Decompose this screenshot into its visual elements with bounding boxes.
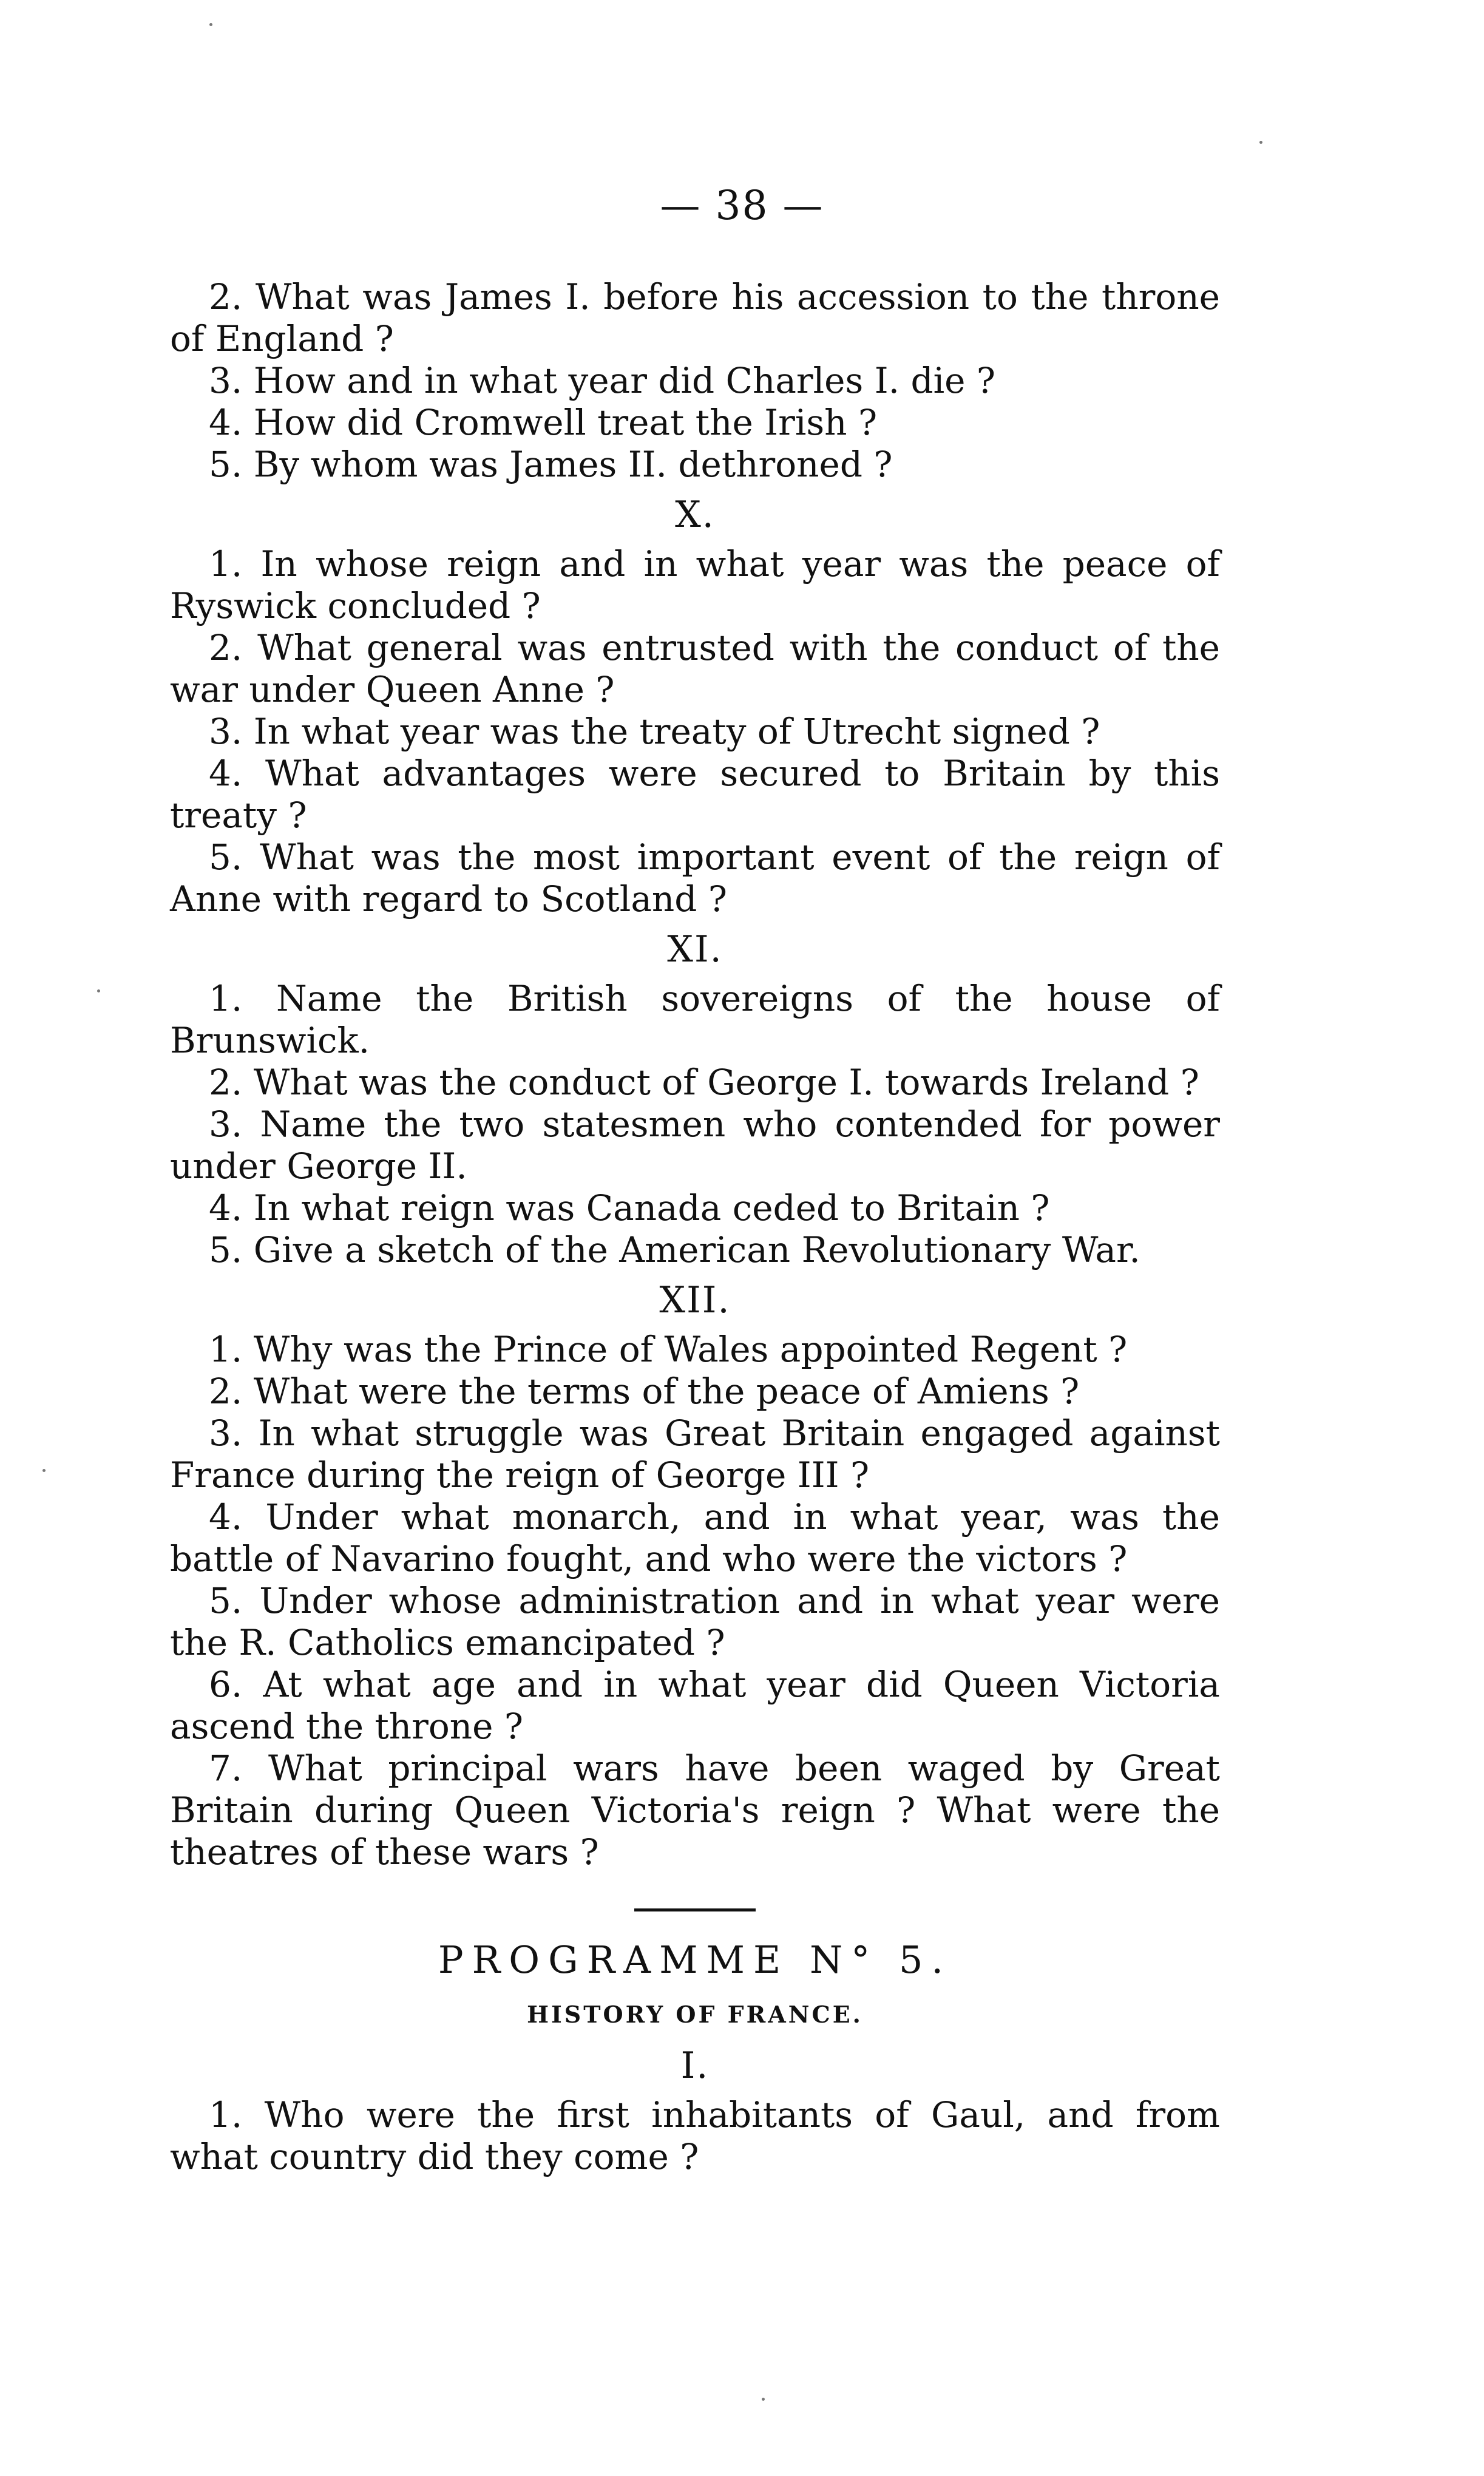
section-heading: X. [675, 494, 715, 536]
question-item: 1. Name the British sovereigns of the house of Brunswick. [170, 978, 1220, 1061]
question-item: 1. In whose reign and in what year was the peace of Ryswick concluded ? [170, 543, 1220, 626]
programme-section-heading: I. [680, 2044, 710, 2087]
paper-speck [42, 1469, 46, 1472]
question-item: 5. Give a sketch of the American Revolutionary War. [209, 1229, 1140, 1270]
question-item: 5. Under whose administration and in what year were the R. Catholics emancipated ? [170, 1580, 1220, 1663]
programme-questions [170, 2094, 1220, 2178]
paper-speck [762, 2398, 765, 2401]
section-divider-rule [634, 1908, 756, 1911]
question-item: 4. In what reign was Canada ceded to Britain ? [209, 1187, 1050, 1229]
page-content [170, 276, 1220, 2178]
question-item: 4. Under what monarch, and in what year, was the battle of Navarino fought, and who were the victors ? [170, 1496, 1220, 1579]
question-item: 7. What principal wars have been waged by Great Britain during Queen Victoria's reign ? What were the theatres of these wars ? [170, 1748, 1220, 1873]
question-item: 4. How did Cromwell treat the Irish ? [209, 402, 878, 443]
programme-title: PROGRAMME N° 5. [438, 1938, 952, 1982]
question-section [170, 929, 1220, 1271]
question-item: 1. Why was the Prince of Wales appointed Regent ? [209, 1329, 1128, 1370]
question-item: 4. What advantages were secured to Britain by this treaty ? [170, 753, 1220, 836]
question-section [170, 276, 1220, 486]
paper-speck [209, 23, 212, 26]
question-item: 3. Name the two statesmen who contended for power under George II. [170, 1104, 1220, 1187]
question-item: 2. What general was entrusted with the conduct of the war under Queen Anne ? [170, 627, 1220, 710]
paper-speck [1259, 141, 1262, 144]
question-section [170, 1280, 1220, 1873]
question-item: 3. In what year was the treaty of Utrecht signed ? [209, 711, 1100, 752]
question-item: 2. What were the terms of the peace of Amiens ? [209, 1371, 1080, 1412]
section-heading: XI. [667, 928, 723, 971]
question-section [170, 494, 1220, 920]
question-item: 3. In what struggle was Great Britain engaged against France during the reign of George III ? [170, 1413, 1220, 1496]
paper-speck [97, 989, 100, 992]
question-sections [170, 276, 1220, 1873]
question-item: 6. At what age and in what year did Queen Victoria ascend the throne ? [170, 1664, 1220, 1747]
section-heading: XII. [659, 1279, 731, 1321]
programme-subtitle: HISTORY OF FRANCE. [527, 2001, 863, 2028]
question-item: 5. By whom was James II. dethroned ? [209, 444, 893, 485]
question-item: 3. How and in what year did Charles I. die ? [209, 360, 996, 401]
question-item: 2. What was the conduct of George I. towards Ireland ? [209, 1062, 1199, 1103]
question-item: 1. Who were the first inhabitants of Gaul, and from what country did they come ? [170, 2094, 1220, 2177]
question-item: 2. What was James I. before his accession to the throne of England ? [170, 276, 1220, 359]
question-item: 5. What was the most important event of the reign of Anne with regard to Scotland ? [170, 836, 1220, 920]
page-number: — 38 — [660, 182, 824, 229]
